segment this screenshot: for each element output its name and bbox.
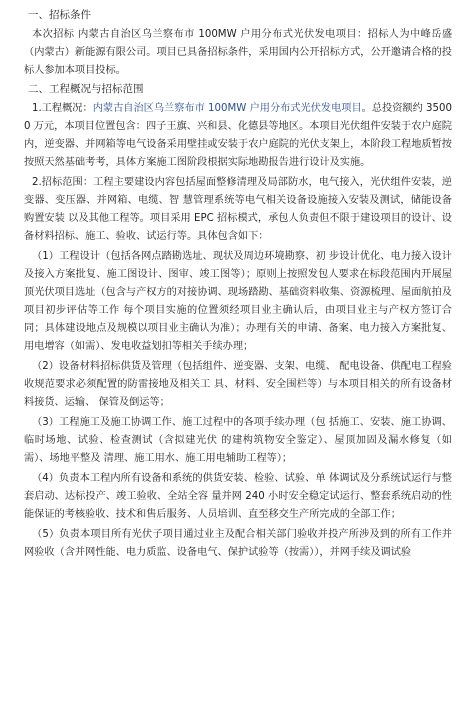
section-heading-bidding-conditions: 一、招标条件	[28, 9, 91, 21]
overview-text: 。总投资额约 35000 万元，本项目位置包含：四子王旗、兴和县、化德县等地区。本项目光伏组件安装于农户庭院内，逆变器、并网箱等电气设备采用壁挂或安装于农户庭院的光伏支架上，本阶段工程地质暂按按照天然基础考考，具体方案施工图阶段根据实际地勘报告进行设计及实施。	[24, 103, 452, 168]
scope-item-construction: （3）工程施工及施工协调工作、施工过程中的各项手续办理（包 括施工、安装、施工协调、临时场地、试验、检查测试（含拟建光伏 的建构筑物安全鉴定）、屋顶加固及漏水修复（如需）、场地平整及 清理、施工用水、施工用电辅助工程等）；	[24, 417, 452, 464]
bidding-conditions-text: ：招标人为中峰岳盛（内蒙古）新能源有限公司。项目已具备招标条件，采用国内公开招标方式，公开邀请合格的投标人参加本项目投标。	[24, 29, 453, 76]
scope-item-equipment: （2）设备材料招标供货及管理（包括组件、逆变器、支架、电缆、 配电设备、供配电工程验收规范要求必须配置的防雷接地及相关工 具、材料、安全围栏等）与本项目相关的所有设备材料接货、运输、 保管及倒运等；	[24, 361, 452, 408]
bidding-scope-paragraph: 2.招标范围：工程主要建设内容包括屋面整修清理及局部防水，电气接入，光伏组件安装，逆变器、变压器、并网箱、电缆、智 慧管理系统等电气相关设备设施接入安装及测试，储能设备购置安装 以及其他工程等。项目采用 EPC 招标模式，承包人负责但不限于建设项目的设计、设备材料招标、施工、验收、试运行等。具体包含如下：	[24, 177, 452, 242]
scope-item-commissioning: （4）负责本工程内所有设备和系统的供货安装、检验、试验、单 体调试及分系统试运行与整套启动、达标投产、竣工验收、全站全容 量并网 240 小时安全稳定试运行、整套系统启动的性能保证的考核验收、技术和售后服务、人员培训、直至移交生产所完成的全部工作；	[24, 473, 452, 520]
overview-label: 1.工程概况：	[32, 103, 93, 114]
section-heading-project-overview: 二、工程概况与招标范围	[28, 83, 144, 95]
project-overview-paragraph	[24, 100, 452, 172]
scope-item-acceptance: （5）负责本项目所有光伏子项目通过业主及配合相关部门验收并投产所涉及到的所有工作并网验收（含并网性能、电力质监、设备电气、保护试验等（按需）），并网手续及调试验	[24, 529, 452, 558]
overview-project-name: 内蒙古自治区乌兰察布市 100MW 户用分布式光伏发电项目	[92, 103, 362, 114]
project-name-text: 本次招标 内蒙古自治区乌兰察布市 100MW 户用分布式光伏发电项目	[32, 29, 357, 40]
bidding-conditions-paragraph	[24, 26, 452, 80]
scope-item-design: （1）工程设计（包括各网点踏勘选址、现状及周边环境勘察、初 步设计优化、电力接入设计及接入方案批复、施工图设计、图审、竣工图等）；原则上按照发包人要求在标段范围内开展屋顶光伏项目选址（包含与产权方的对接协调、现场踏勘、基础资料收集、资源梳理、屋面航拍及项目初步评估等工作 每个项目实施的位置须经项目业主确认后，由项目业主与产权方签订合同；具体建设地点及规模以项目业主确认为准）；办理有关的申请、备案、电力接入方案批复、用电增容（如需）、发电收益划扣等相关手续办理；	[24, 251, 452, 352]
